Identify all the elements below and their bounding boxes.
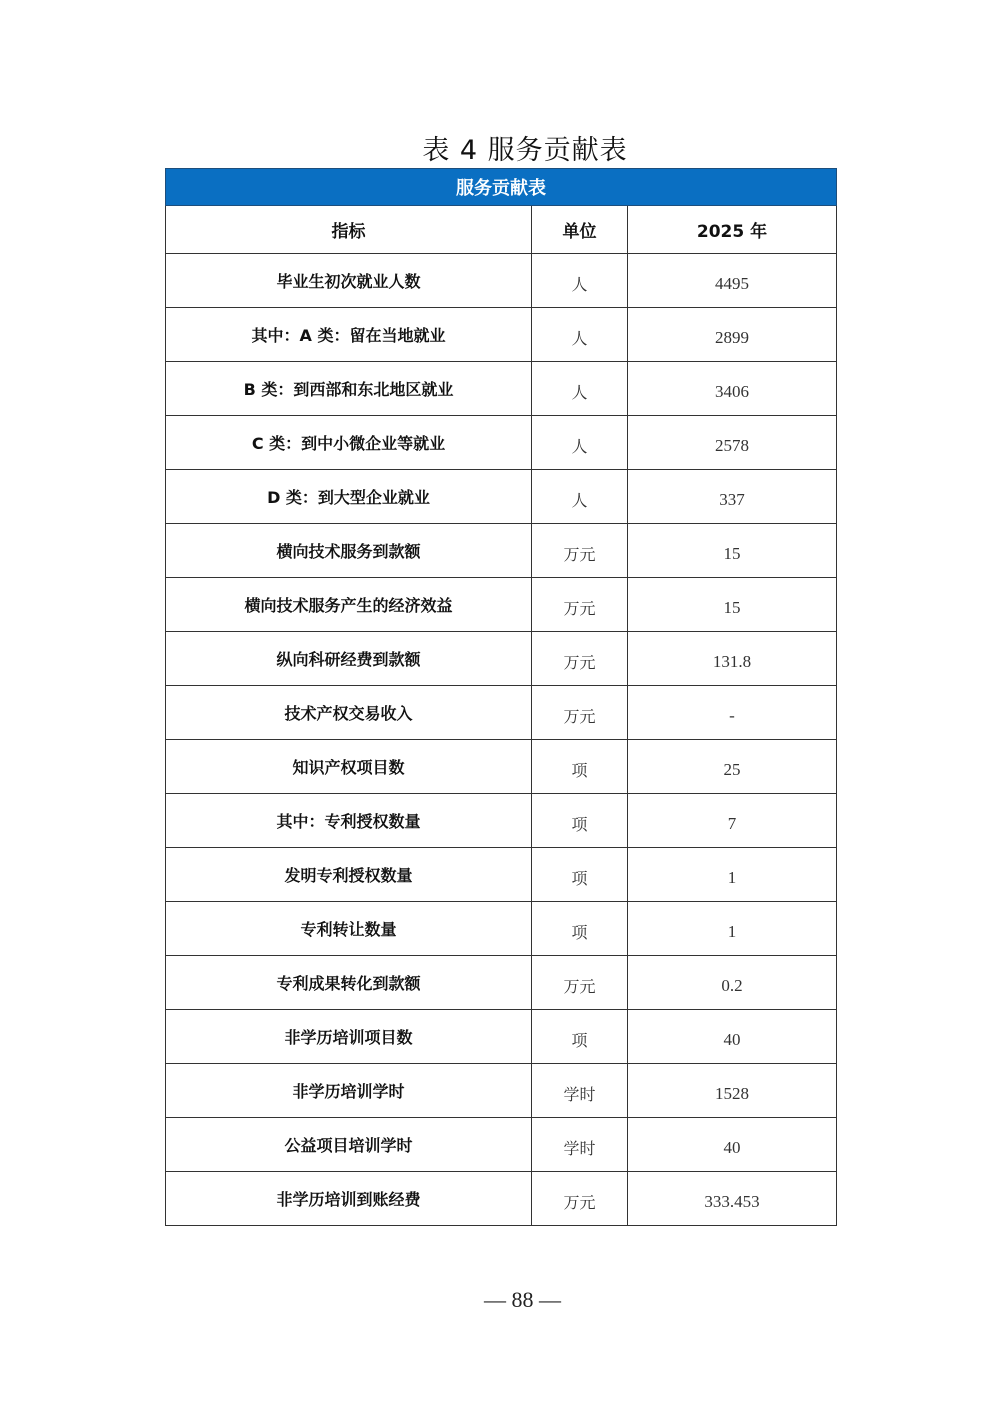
indicator-cell: 横向技术服务产生的经济效益 xyxy=(166,578,532,632)
table-row xyxy=(166,794,837,848)
service-contribution-table xyxy=(165,168,837,1226)
unit-cell: 人 xyxy=(532,362,628,416)
table-row xyxy=(166,416,837,470)
table-row xyxy=(166,308,837,362)
value-cell: 7 xyxy=(628,794,837,848)
value-cell: 40 xyxy=(628,1118,837,1172)
unit-cell: 万元 xyxy=(532,956,628,1010)
value-cell: 15 xyxy=(628,578,837,632)
value-cell: 2578 xyxy=(628,416,837,470)
table-row xyxy=(166,362,837,416)
indicator-cell: C 类：到中小微企业等就业 xyxy=(166,416,532,470)
table-row xyxy=(166,848,837,902)
indicator-cell: B 类：到西部和东北地区就业 xyxy=(166,362,532,416)
table-row xyxy=(166,470,837,524)
indicator-cell: D 类：到大型企业就业 xyxy=(166,470,532,524)
value-cell: 1 xyxy=(628,848,837,902)
unit-cell: 学时 xyxy=(532,1064,628,1118)
unit-cell: 人 xyxy=(532,416,628,470)
indicator-cell: 知识产权项目数 xyxy=(166,740,532,794)
value-cell: 1528 xyxy=(628,1064,837,1118)
unit-cell: 万元 xyxy=(532,524,628,578)
unit-cell: 万元 xyxy=(532,1172,628,1226)
value-cell: 40 xyxy=(628,1010,837,1064)
indicator-cell: 专利成果转化到款额 xyxy=(166,956,532,1010)
table-row xyxy=(166,578,837,632)
indicator-cell: 发明专利授权数量 xyxy=(166,848,532,902)
column-header-year: 2025 年 xyxy=(628,206,837,254)
table-row xyxy=(166,632,837,686)
value-cell: 0.2 xyxy=(628,956,837,1010)
table-row xyxy=(166,524,837,578)
value-cell: 3406 xyxy=(628,362,837,416)
indicator-cell: 非学历培训学时 xyxy=(166,1064,532,1118)
value-cell: 2899 xyxy=(628,308,837,362)
unit-cell: 项 xyxy=(532,1010,628,1064)
indicator-cell: 非学历培训项目数 xyxy=(166,1010,532,1064)
indicator-cell: 横向技术服务到款额 xyxy=(166,524,532,578)
indicator-cell: 其中：A 类：留在当地就业 xyxy=(166,308,532,362)
unit-cell: 学时 xyxy=(532,1118,628,1172)
indicator-cell: 纵向科研经费到款额 xyxy=(166,632,532,686)
unit-cell: 万元 xyxy=(532,578,628,632)
value-cell: 333.453 xyxy=(628,1172,837,1226)
table-row xyxy=(166,1172,837,1226)
value-cell: 15 xyxy=(628,524,837,578)
value-cell: - xyxy=(628,686,837,740)
table-header-row xyxy=(166,206,837,254)
table-row xyxy=(166,686,837,740)
unit-cell: 项 xyxy=(532,740,628,794)
column-header-indicator: 指标 xyxy=(166,206,532,254)
value-cell: 131.8 xyxy=(628,632,837,686)
indicator-cell: 其中：专利授权数量 xyxy=(166,794,532,848)
unit-cell: 项 xyxy=(532,794,628,848)
unit-cell: 人 xyxy=(532,470,628,524)
page-number: — 88 — xyxy=(484,1287,561,1312)
unit-cell: 万元 xyxy=(532,686,628,740)
page-title: 表 4 服务贡献表 xyxy=(422,135,628,166)
table-row xyxy=(166,1010,837,1064)
indicator-cell: 技术产权交易收入 xyxy=(166,686,532,740)
table-row xyxy=(166,740,837,794)
indicator-cell: 毕业生初次就业人数 xyxy=(166,254,532,308)
unit-cell: 项 xyxy=(532,902,628,956)
table-row xyxy=(166,254,837,308)
value-cell: 4495 xyxy=(628,254,837,308)
unit-cell: 项 xyxy=(532,848,628,902)
table-banner: 服务贡献表 xyxy=(166,169,837,206)
unit-cell: 人 xyxy=(532,254,628,308)
column-header-unit: 单位 xyxy=(532,206,628,254)
unit-cell: 万元 xyxy=(532,632,628,686)
unit-cell: 人 xyxy=(532,308,628,362)
indicator-cell: 专利转让数量 xyxy=(166,902,532,956)
table-row xyxy=(166,1118,837,1172)
table-row xyxy=(166,956,837,1010)
table-row xyxy=(166,1064,837,1118)
value-cell: 337 xyxy=(628,470,837,524)
value-cell: 1 xyxy=(628,902,837,956)
indicator-cell: 公益项目培训学时 xyxy=(166,1118,532,1172)
indicator-cell: 非学历培训到账经费 xyxy=(166,1172,532,1226)
value-cell: 25 xyxy=(628,740,837,794)
table-row xyxy=(166,902,837,956)
